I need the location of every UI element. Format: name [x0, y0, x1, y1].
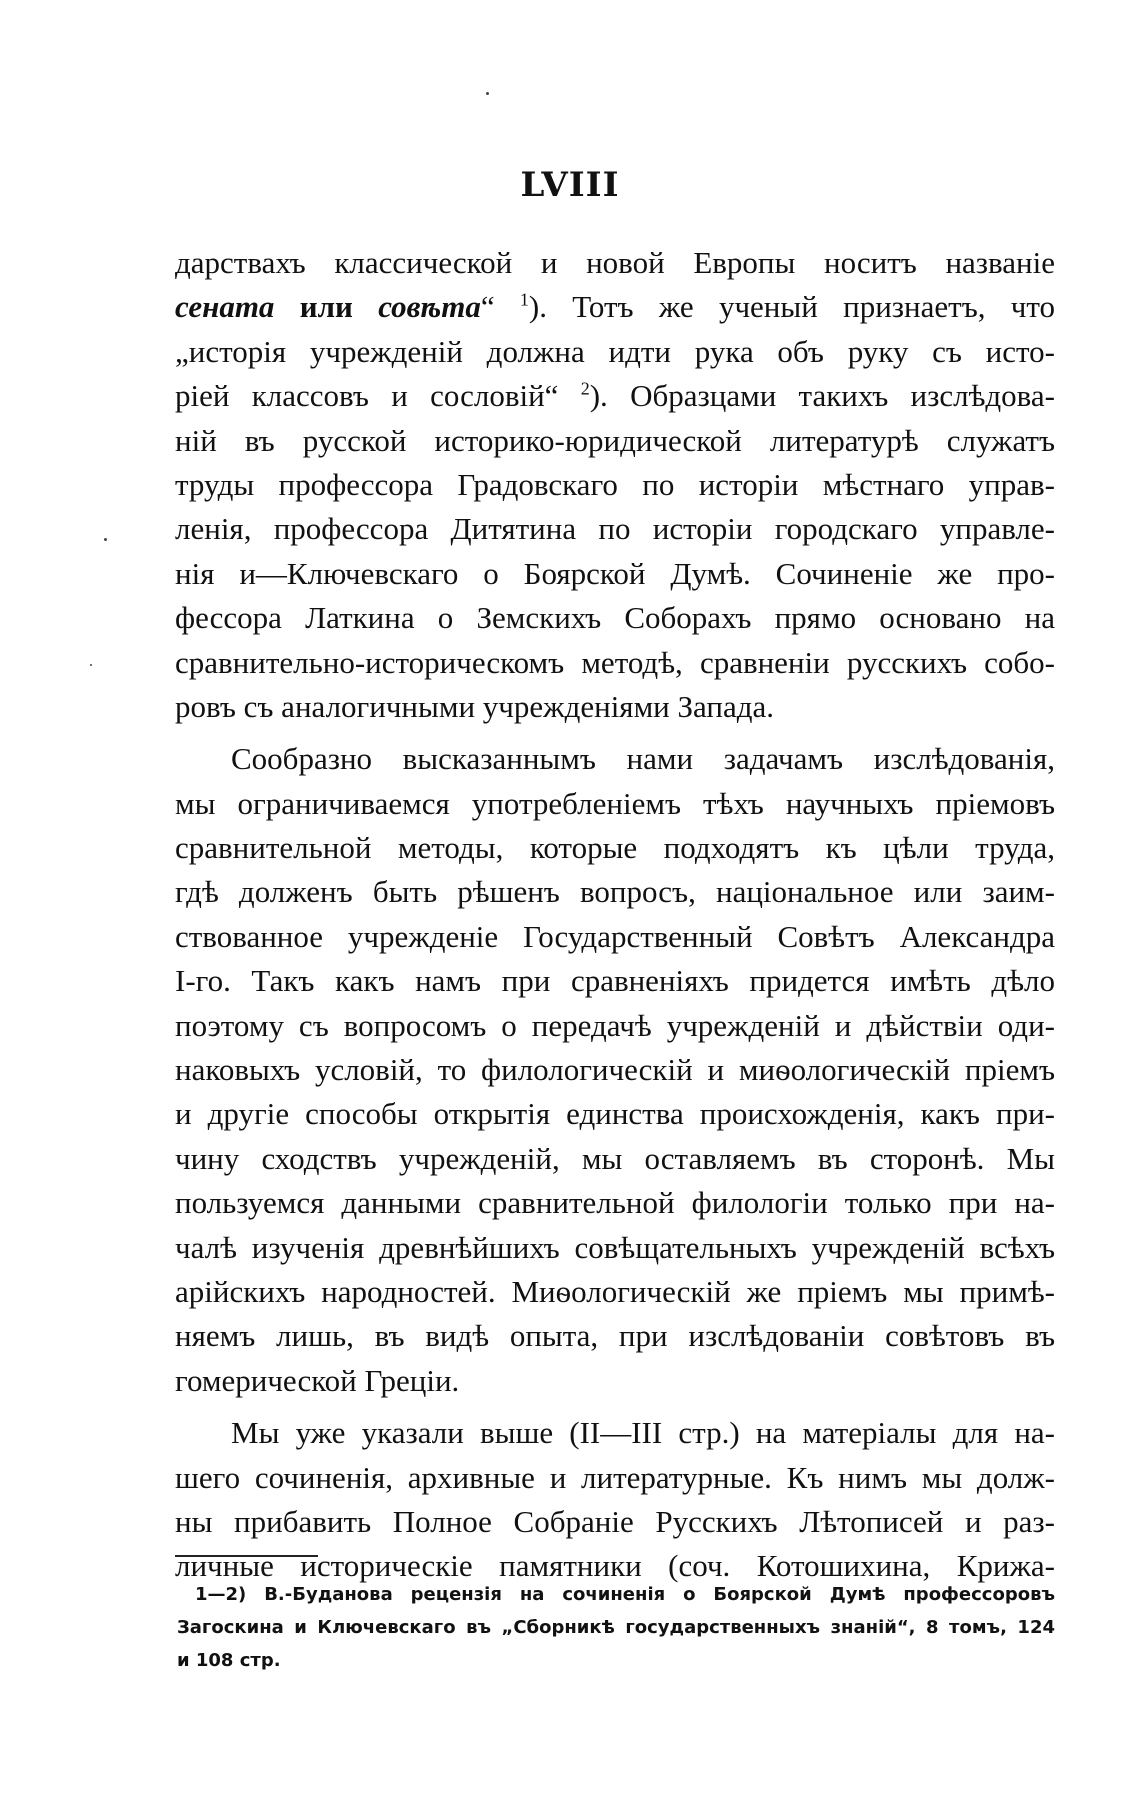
text-line: дарствахъ классической и новой Европы носитъ названіе	[175, 245, 1055, 280]
text-line: сената или совѣта“ $^1$). Тотъ же ученый признаетъ, что	[175, 289, 1056, 325]
print-speck	[104, 538, 107, 541]
text-line: гдѣ долженъ быть рѣшенъ вопросъ, національное или заим-	[175, 874, 1055, 910]
text-line: сравнительной методы, которые подходятъ къ цѣли труда,	[175, 830, 1055, 866]
text-line: Мы уже указали выше (II—III стр.) на матеріалы для на-	[231, 1415, 1055, 1451]
text-line: фессора Латкина о Земскихъ Соборахъ прямо основано на	[175, 600, 1055, 636]
footnote-divider	[175, 1555, 318, 1557]
text-line: ны прибавить Полное Собраніе Русскихъ Лѣтописей и раз-	[175, 1503, 1055, 1539]
text-line: и другіе способы открытія единства происхожденія, какъ при-	[175, 1096, 1055, 1132]
text-line: личные историческіе памятники (соч. Котошихина, Крижа-	[175, 1548, 1055, 1584]
print-speck	[486, 92, 489, 95]
text-line: I-го. Такъ какъ намъ при сравненіяхъ придется имѣть дѣло	[175, 963, 1055, 999]
text-line: пользуемся данными сравнительной филологіи только при на-	[175, 1185, 1055, 1221]
text-line: гомерической Греціи.	[175, 1362, 460, 1398]
text-line: ствованное учрежденіе Государственный Совѣтъ Александра	[175, 918, 1055, 954]
page-number: LVIII	[520, 165, 620, 205]
text-line: чалѣ изученія древнѣйшихъ совѣщательныхъ учрежденій всѣхъ	[175, 1229, 1055, 1265]
text-line: ленія, профессора Дитятина по исторіи городскаго управле-	[175, 511, 1055, 547]
print-speck	[90, 664, 92, 666]
text-line: Сообразно высказаннымъ нами задачамъ изслѣдованія,	[231, 741, 1055, 777]
text-line: мы ограничиваемся употребленіемъ тѣхъ научныхъ пріемовъ	[175, 785, 1055, 821]
footnote-line: и 108 стр.	[177, 1650, 281, 1671]
text-line: нія и—Ключевскаго о Боярской Думѣ. Сочиненіе же про-	[175, 555, 1055, 591]
text-line: труды профессора Градовскаго по исторіи мѣстнаго управ-	[175, 466, 1055, 502]
text-line: наковыхъ условій, то филологическій и миѳологическій пріемъ	[175, 1052, 1055, 1088]
footnote-line: 1—2) В.-Буданова рецензія на сочиненія о Боярской Думѣ профессоровъ	[195, 1584, 1055, 1605]
text-line: арійскихъ народностей. Миѳологическій же пріемъ мы примѣ-	[175, 1273, 1055, 1309]
text-line: ріей классовъ и сословій“ $^2$). Образцами такихъ изслѣдова-	[175, 378, 1055, 414]
text-line: „исторія учрежденій должна идти рука объ руку съ исто-	[175, 333, 1055, 369]
text-line: шего сочиненія, архивные и литературные. Къ нимъ мы долж-	[175, 1459, 1055, 1495]
body-text	[175, 241, 1055, 1589]
text-line: ній въ русской историко-юридической литературѣ служатъ	[175, 422, 1055, 458]
footnotes	[177, 1578, 1055, 1677]
text-line: ровъ съ аналогичными учрежденіями Запада.	[175, 688, 775, 724]
text-line: няемъ лишь, въ видѣ опыта, при изслѣдованіи совѣтовъ въ	[175, 1318, 1055, 1354]
footnote-line: Загоскина и Ключевскаго въ „Сборникѣ государственныхъ знаній“, 8 томъ, 124	[177, 1617, 1055, 1638]
text-line: чину сходствъ учрежденій, мы оставляемъ въ сторонѣ. Мы	[175, 1140, 1055, 1176]
text-line: поэтому съ вопросомъ о передачѣ учрежденій и дѣйствіи оди-	[175, 1007, 1055, 1043]
text-line: сравнительно-историческомъ методѣ, сравненіи русскихъ собо-	[175, 644, 1055, 680]
